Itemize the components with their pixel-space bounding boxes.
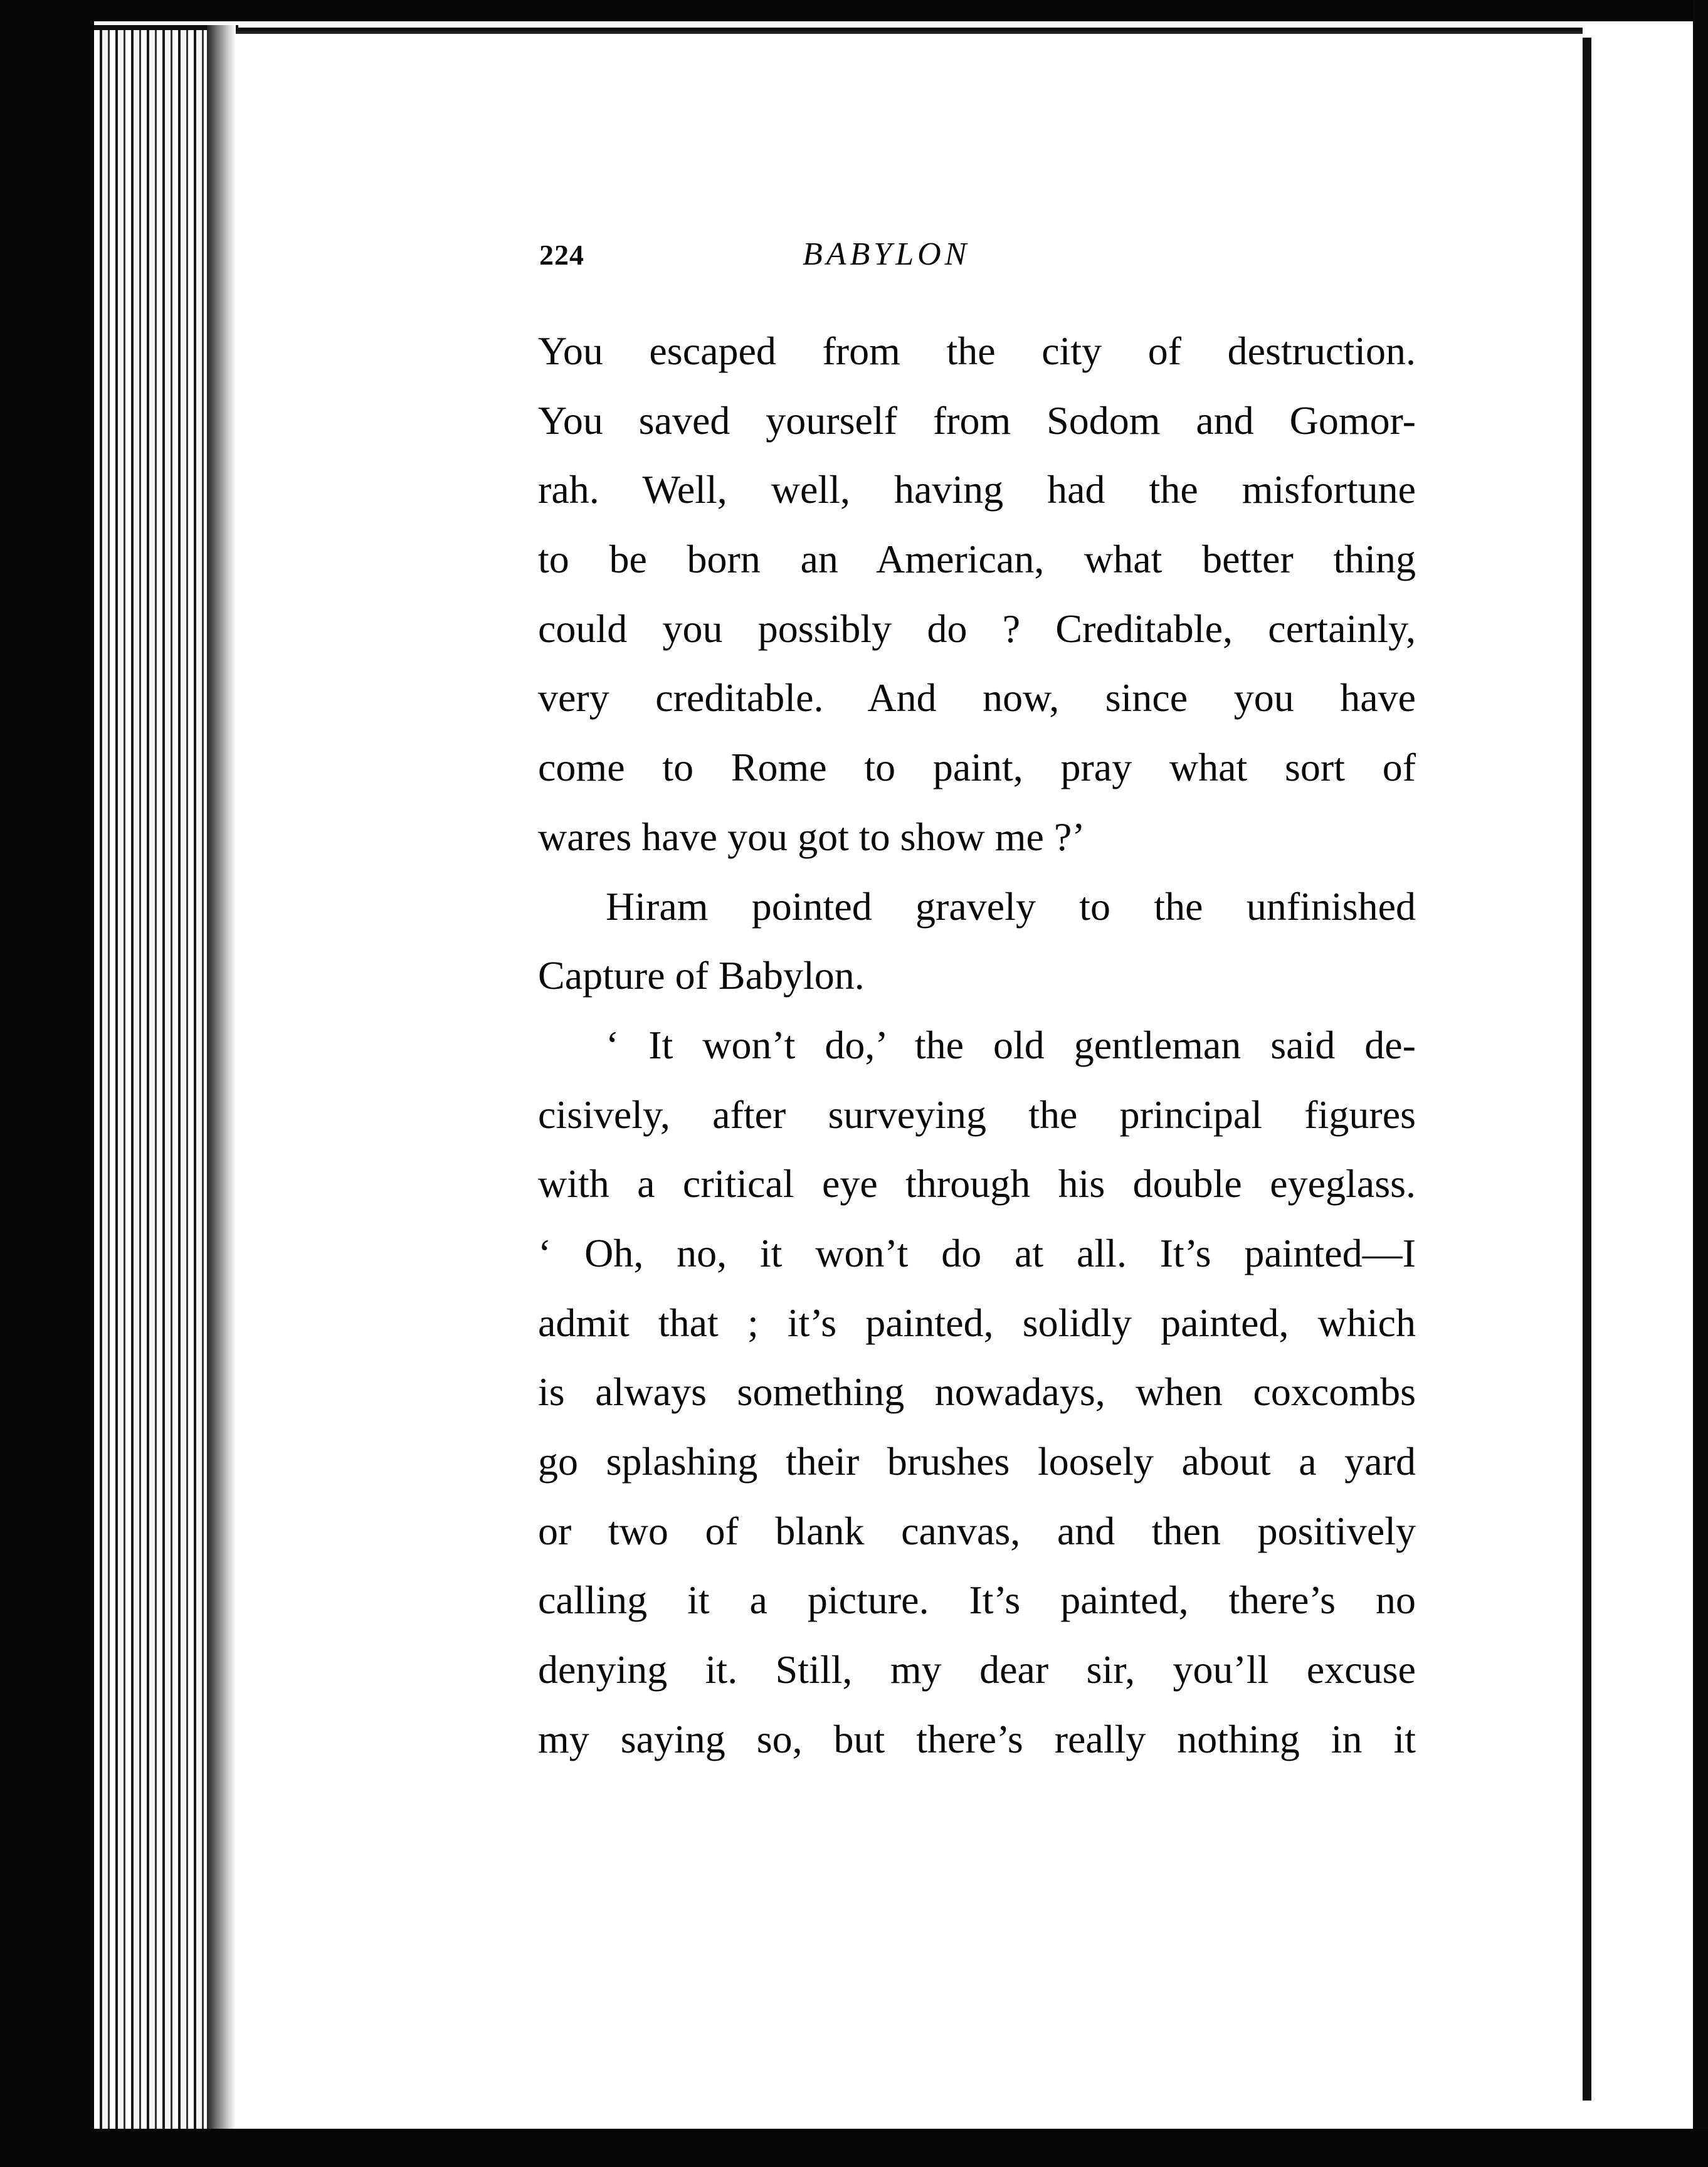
text-line: You saved yourself from Sodom and Gomor- <box>538 398 1416 443</box>
body-text <box>538 317 1416 1774</box>
scanner-frame-right <box>1693 0 1708 2167</box>
text-line: You escaped from the city of destruction. <box>538 329 1416 373</box>
text-line: admit that ; it’s painted, solidly painted, which <box>538 1300 1416 1345</box>
page-top-edge <box>236 31 1583 34</box>
text-line: very creditable. And now, since you have <box>538 675 1416 720</box>
text-line: ‘ It won’t do,’ the old gentleman said de- <box>606 1022 1416 1067</box>
text-line: come to Rome to paint, pray what sort of <box>538 745 1416 790</box>
running-title: BABYLON <box>803 236 971 272</box>
scanner-frame-left <box>0 0 94 2167</box>
text-line: is always something nowadays, when coxcombs <box>538 1369 1416 1415</box>
page-number: 224 <box>539 239 584 271</box>
text-line: to be born an American, what better thing <box>538 537 1416 582</box>
scanner-frame-top <box>0 0 1708 21</box>
text-line: go splashing their brushes loosely about a yard <box>538 1439 1416 1484</box>
text-line: with a critical eye through his double eyeglass. <box>538 1161 1416 1206</box>
text-line: could you possibly do ? Creditable, certainly, <box>538 606 1416 651</box>
text-line: Hiram pointed gravely to the unfinished <box>606 883 1416 929</box>
text-line: cisively, after surveying the principal figures <box>538 1092 1416 1137</box>
facing-page-edge <box>1591 38 1708 2101</box>
text-line: denying it. Still, my dear sir, you’ll excuse <box>538 1647 1416 1692</box>
page-divider <box>1583 38 1591 2101</box>
text-line: calling it a picture. It’s painted, there’s no <box>538 1578 1416 1623</box>
gutter-shadow <box>207 25 236 2138</box>
text-line: rah. Well, well, having had the misfortune <box>538 467 1416 512</box>
text-line: Capture of Babylon. <box>538 953 865 998</box>
scanner-frame-bottom <box>0 2129 1708 2167</box>
text-line: or two of blank canvas, and then positively <box>538 1508 1416 1553</box>
running-head <box>539 238 1417 282</box>
text-line: wares have you got to show me ?’ <box>538 814 1085 859</box>
text-line: ‘ Oh, no, it won’t do at all. It’s painted—I <box>538 1230 1416 1275</box>
text-line: my saying so, but there’s really nothing in it <box>538 1716 1416 1761</box>
